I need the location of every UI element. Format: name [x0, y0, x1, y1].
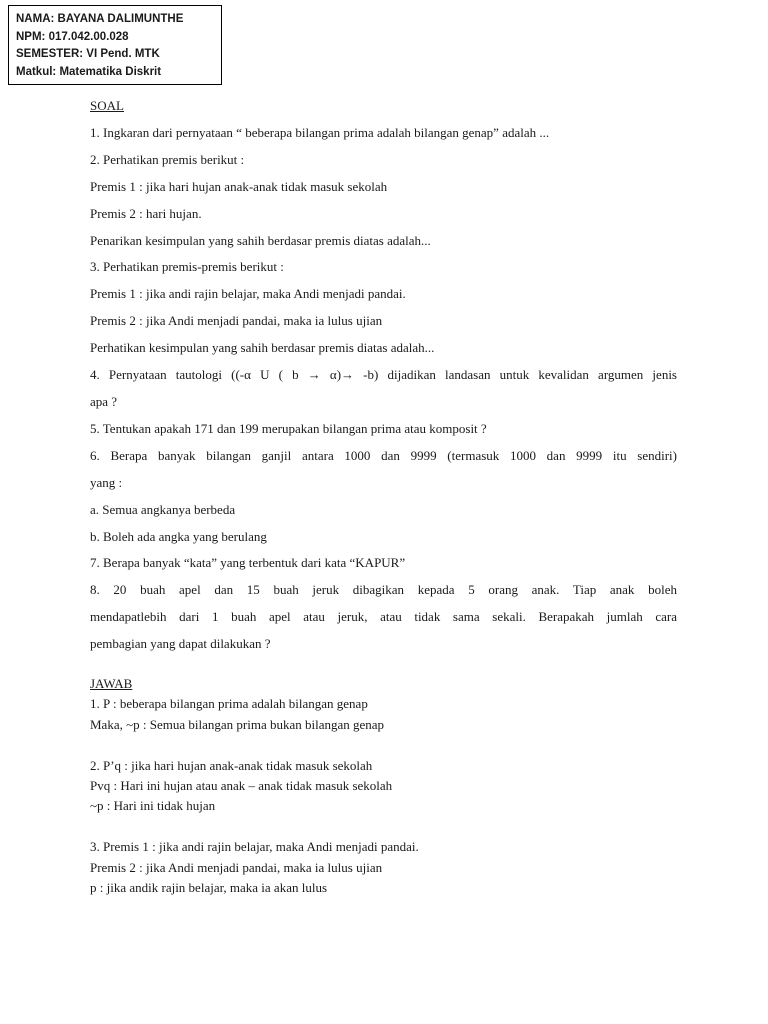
jawab-line: Pvq : Hari ini hujan atau anak – anak tidak masuk sekolah	[90, 778, 393, 794]
soal-section	[90, 93, 677, 658]
soal-line: Penarikan kesimpulan yang sahih berdasar premis diatas adalah...	[90, 232, 431, 248]
soal-line: b. Boleh ada angka yang berulang	[90, 528, 267, 544]
soal-line: apa ?	[90, 393, 118, 409]
jawab-blank-line	[90, 735, 677, 755]
student-info-box	[8, 5, 222, 85]
soal-line: yang :	[90, 474, 123, 490]
soal-line: 6. Berapa banyak bilangan ganjil antara 1000 dan 9999 (termasuk 1000 dan 9999 itu sendiri)	[90, 447, 677, 463]
soal-line: 2. Perhatikan premis berikut :	[90, 151, 245, 167]
jawab-line: p : jika andik rajin belajar, maka ia akan lulus	[90, 880, 328, 896]
jawab-line: ~p : Hari ini tidak hujan	[90, 798, 216, 814]
jawab-blank-line	[90, 817, 677, 837]
jawab-line: 2. P’q : jika hari hujan anak-anak tidak masuk sekolah	[90, 757, 373, 773]
soal-line: 3. Perhatikan premis-premis berikut :	[90, 259, 284, 275]
soal-line: pembagian yang dapat dilakukan ?	[90, 636, 271, 652]
student-npm: NPM: 017.042.00.028	[16, 30, 129, 43]
soal-line: 1. Ingkaran dari pernyataan “ beberapa bilangan prima adalah bilangan genap” adalah ...	[90, 124, 550, 140]
soal-line: mendapatlebih dari 1 buah apel atau jeruk, atau tidak sama sekali. Berapakah jumlah cara	[90, 609, 677, 625]
soal-line: a. Semua angkanya berbeda	[90, 501, 236, 517]
jawab-heading: JAWAB	[90, 676, 133, 691]
soal-line: Perhatikan kesimpulan yang sahih berdasar premis diatas adalah...	[90, 340, 435, 356]
soal-heading: SOAL	[90, 98, 124, 113]
soal-line: 5. Tentukan apakah 171 dan 199 merupakan bilangan prima atau komposit ?	[90, 420, 487, 436]
jawab-line: Maka, ~p : Semua bilangan prima bukan bilangan genap	[90, 716, 385, 732]
jawab-section	[90, 674, 677, 898]
soal-line: Premis 1 : jika andi rajin belajar, maka Andi menjadi pandai.	[90, 286, 406, 302]
soal-line: 4. Pernyataan tautologi ((-α U ( b → α)→ -b) dijadikan landasan untuk kevalidan argumen jenis	[90, 367, 677, 383]
jawab-line: Premis 2 : jika Andi menjadi pandai, maka ia lulus ujian	[90, 859, 383, 875]
soal-line: Premis 2 : hari hujan.	[90, 205, 202, 221]
course-name: Matkul: Matematika Diskrit	[16, 65, 162, 78]
jawab-line: 3. Premis 1 : jika andi rajin belajar, maka Andi menjadi pandai.	[90, 839, 419, 855]
soal-line: 8. 20 buah apel dan 15 buah jeruk dibagikan kepada 5 orang anak. Tiap anak boleh	[90, 582, 677, 598]
soal-line: 7. Berapa banyak “kata” yang terbentuk dari kata “KAPUR”	[90, 555, 406, 571]
jawab-line: 1. P : beberapa bilangan prima adalah bilangan genap	[90, 696, 368, 712]
student-semester: SEMESTER: VI Pend. MTK	[16, 48, 160, 60]
soal-line: Premis 1 : jika hari hujan anak-anak tidak masuk sekolah	[90, 178, 388, 194]
soal-line: Premis 2 : jika Andi menjadi pandai, maka ia lulus ujian	[90, 313, 383, 329]
student-name: NAMA: BAYANA DALIMUNTHE	[16, 13, 184, 25]
